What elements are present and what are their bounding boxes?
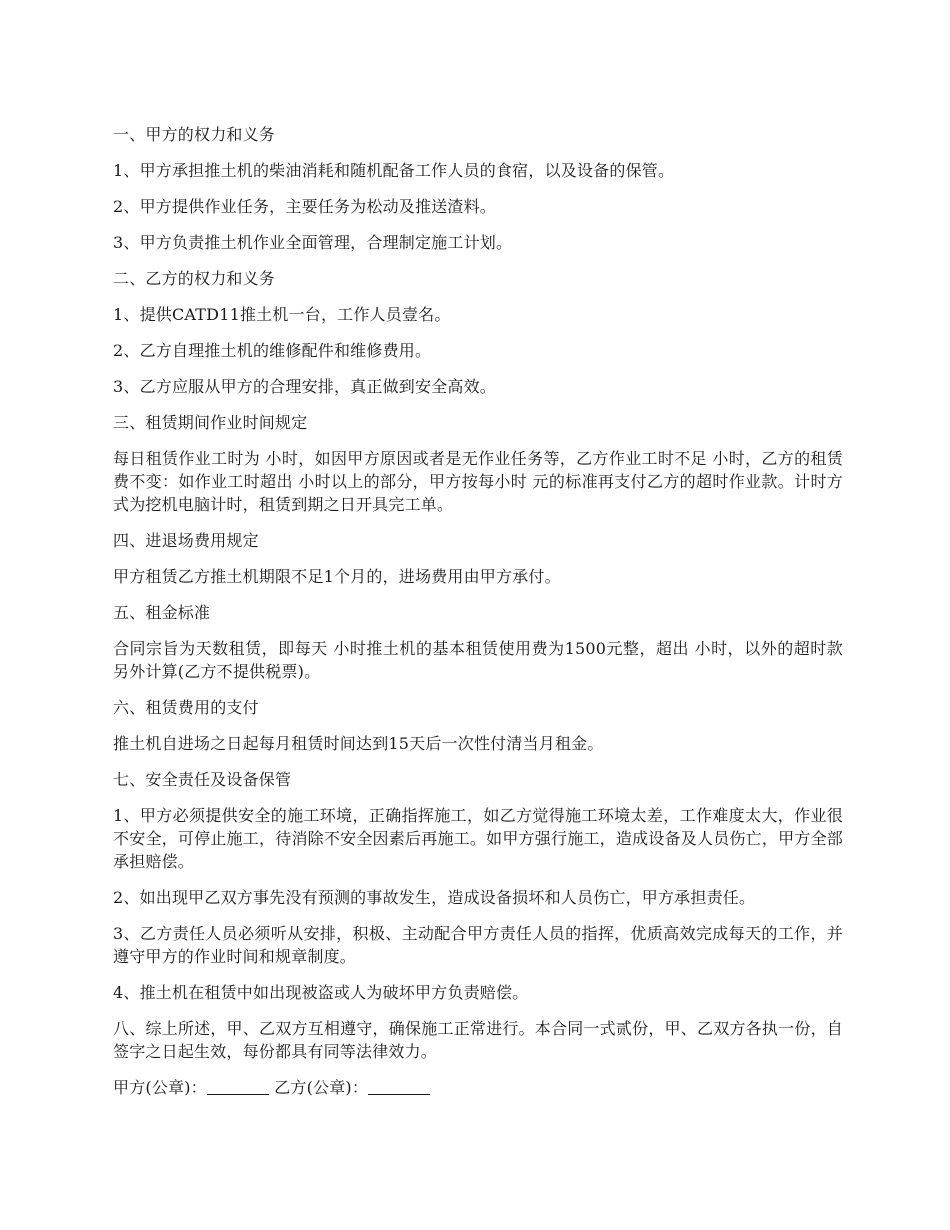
party-a-signature-label: 甲方(公章)：: [113, 1078, 207, 1097]
section-7-item-1: 1、甲方必须提供安全的施工环境，正确指挥施工，如乙方觉得施工环境太差，工作难度太大，作业很不安全，可停止施工，待消除不安全因素后再施工。如甲方强行施工，造成设备及人员伤亡，甲方全部承担赔偿。: [113, 806, 843, 871]
section-1-item-3: 3、甲方负责推土机作业全面管理，合理制定施工计划。: [113, 233, 513, 252]
section-7-heading: 七、安全责任及设备保管: [113, 770, 292, 789]
section-6-body: 推土机自进场之日起每月租赁时间达到15天后一次性付清当月租金。: [113, 734, 604, 753]
section-2-item-2: 2、乙方自理推土机的维修配件和维修费用。: [113, 341, 432, 360]
signature-line: [113, 1076, 843, 1099]
section-7-item-2: 2、如出现甲乙双方事先没有预测的事故发生，造成设备损坏和人员伤亡，甲方承担责任。: [113, 888, 756, 907]
section-3-heading: 三、租赁期间作业时间规定: [113, 413, 308, 432]
section-4-body: 甲方租赁乙方推土机期限不足1个月的，进场费用由甲方承付。: [113, 567, 561, 586]
party-a-signature-blank[interactable]: [207, 1078, 269, 1095]
section-3-body: 每日租赁作业工时为 小时，如因甲方原因或者是无作业任务等，乙方作业工时不足 小时，乙方的租赁费不变：如作业工时超出 小时以上的部分，甲方按每小时 元的标准再支付乙方的超时作业款。计时方式为挖机电脑计时，租赁到期之日开具完工单。: [113, 449, 843, 514]
section-2-heading: 二、乙方的权力和义务: [113, 269, 276, 288]
contract-document: [113, 123, 843, 1112]
section-4-heading: 四、进退场费用规定: [113, 531, 259, 550]
section-1-heading: 一、甲方的权力和义务: [113, 125, 276, 144]
section-2-item-1: 1、提供CATD11推土机一台，工作人员壹名。: [113, 305, 451, 324]
section-1-item-1: 1、甲方承担推土机的柴油消耗和随机配备工作人员的食宿，以及设备的保管。: [113, 161, 675, 180]
party-b-signature-blank[interactable]: [368, 1078, 430, 1095]
section-6-heading: 六、租赁费用的支付: [113, 698, 259, 717]
section-2-item-3: 3、乙方应服从甲方的合理安排，真正做到安全高效。: [113, 377, 496, 396]
section-5-heading: 五、租金标准: [113, 603, 211, 622]
section-5-body: 合同宗旨为天数租赁，即每天 小时推土机的基本租赁使用费为1500元整，超出 小时，以外的超时款另外计算(乙方不提供税票)。: [113, 639, 843, 681]
section-7-item-4: 4、推土机在租赁中如出现被盗或人为破坏甲方负责赔偿。: [113, 983, 529, 1002]
section-7-item-3: 3、乙方责任人员必须听从安排，积极、主动配合甲方责任人员的指挥，优质高效完成每天的工作，并遵守甲方的作业时间和规章制度。: [113, 924, 843, 966]
party-b-signature-label: 乙方(公章)：: [274, 1078, 369, 1097]
section-1-item-2: 2、甲方提供作业任务，主要任务为松动及推送渣料。: [113, 197, 496, 216]
section-8-body: 八、综上所述，甲、乙双方互相遵守，确保施工正常进行。本合同一式贰份，甲、乙双方各执一份，自签字之日起生效，每份都具有同等法律效力。: [113, 1019, 843, 1061]
